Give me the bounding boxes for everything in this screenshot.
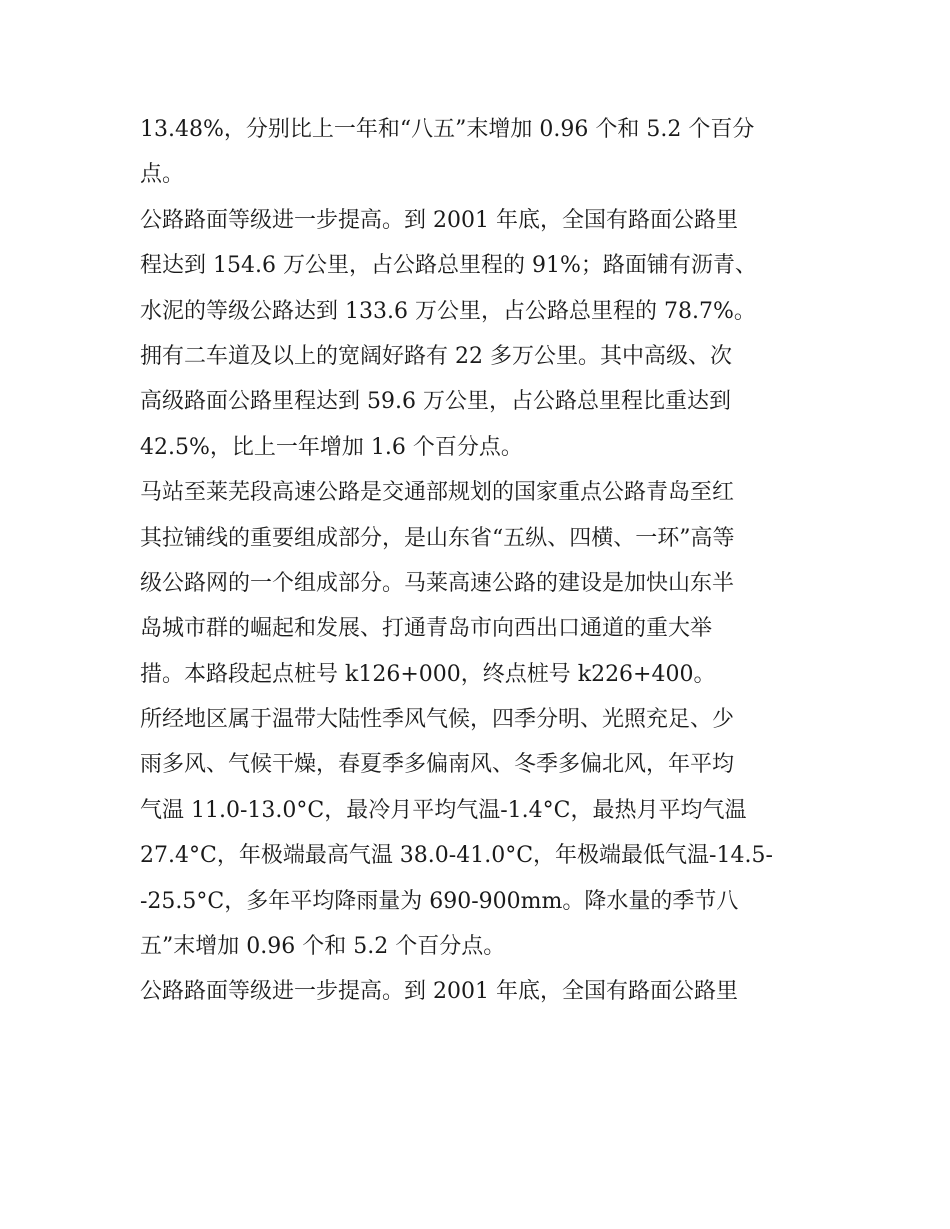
- text-line-3: 公路路面等级进一步提高。到 2001 年底，全国有路面公路里: [140, 207, 738, 233]
- text-line-5: 水泥的等级公路达到 133.6 万公里，占公路总里程的 78.7%。: [140, 298, 756, 324]
- text-line-19: 五”末增加 0.96 个和 5.2 个百分点。: [140, 934, 506, 960]
- text-line-17: 27.4°C，年极端最高气温 38.0-41.0°C，年极端最低气温-14.5-: [140, 843, 773, 869]
- text-line-8: 42.5%，比上一年增加 1.6 个百分点。: [140, 434, 523, 460]
- text-line-14: 所经地区属于温带大陆性季风气候，四季分明、光照充足、少: [140, 707, 735, 733]
- text-line-7: 高级路面公路里程达到 59.6 万公里，占公路总里程比重达到: [140, 389, 731, 415]
- text-line-15: 雨多风、气候干燥，春夏季多偏南风、冬季多偏北风，年平均: [140, 752, 735, 778]
- text-line-10: 其拉铺线的重要组成部分，是山东省“五纵、四横、一环”高等: [140, 525, 735, 551]
- text-line-20: 公路路面等级进一步提高。到 2001 年底，全国有路面公路里: [140, 979, 738, 1005]
- text-line-16: 气温 11.0-13.0°C，最冷月平均气温-1.4°C，最热月平均气温: [140, 797, 747, 823]
- body-text: [140, 107, 830, 1015]
- text-line-6: 拥有二车道及以上的宽阔好路有 22 多万公里。其中高级、次: [140, 343, 732, 369]
- text-line-9: 马站至莱芜段高速公路是交通部规划的国家重点公路青岛至红: [140, 480, 735, 506]
- text-line-4: 程达到 154.6 万公里，占公路总里程的 91%；路面铺有沥青、: [140, 253, 757, 279]
- text-line-1: 13.48%，分别比上一年和“八五”末增加 0.96 个和 5.2 个百分: [140, 117, 755, 142]
- text-line-11: 级公路网的一个组成部分。马莱高速公路的建设是加快山东半: [140, 570, 735, 596]
- text-line-13: 措。本路段起点桩号 k126+000，终点桩号 k226+400。: [140, 661, 716, 687]
- text-line-18: -25.5°C，多年平均降雨量为 690-900mm。降水量的季节八: [140, 888, 739, 914]
- text-line-12: 岛城市群的崛起和发展、打通青岛市向西出口通道的重大举: [140, 616, 713, 642]
- text-line-2: 点。: [140, 162, 185, 188]
